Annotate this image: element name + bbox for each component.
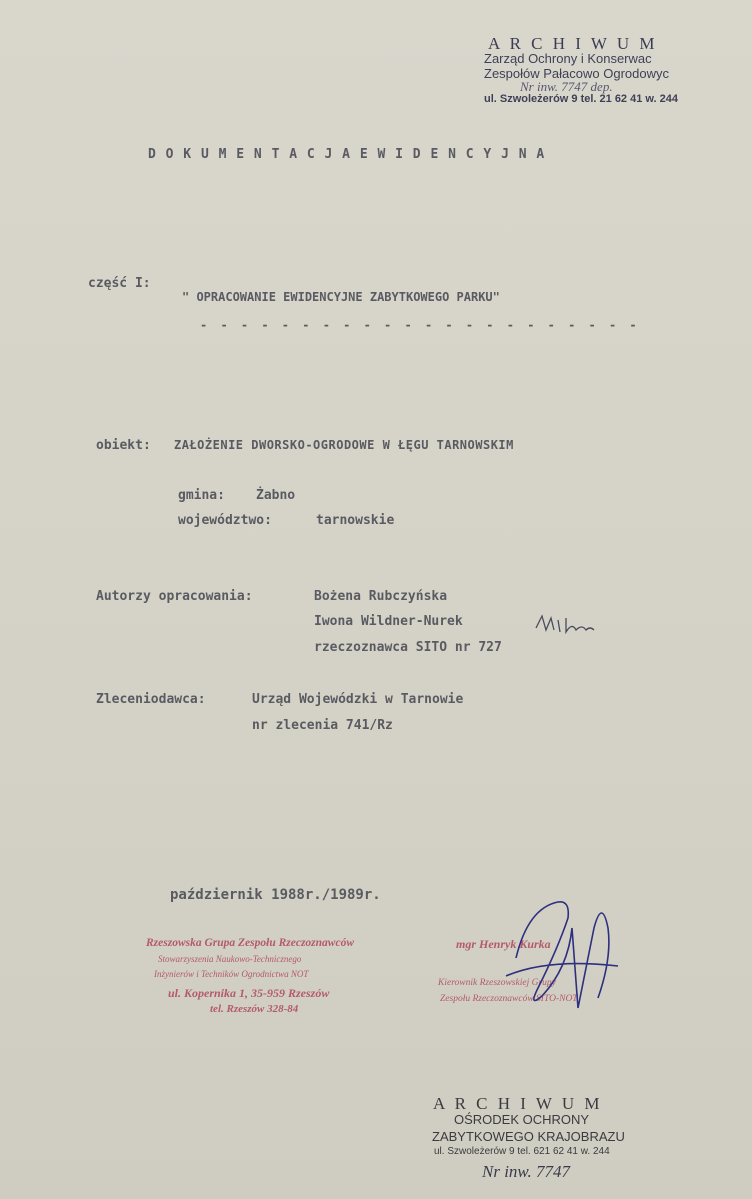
document-title: D O K U M E N T A C J A E W I D E N C Y J N A — [148, 147, 546, 162]
part-label: część I: — [88, 276, 151, 291]
authors-label: Autorzy opracowania: — [96, 589, 253, 604]
gmina-value: Żabno — [256, 488, 296, 503]
stamp-bottom-inventory: Nr inw. 7747 — [482, 1162, 571, 1181]
head-signature — [498, 888, 628, 1028]
red-stamp-phone: tel. Rzeszów 328-84 — [210, 1003, 299, 1015]
stamp-bottom-title: A R C H I W U M — [433, 1094, 603, 1113]
red-stamp-line1: Rzeszowska Grupa Zespołu Rzeczoznawców — [146, 937, 354, 949]
author-2-title: rzeczoznawca SITO nr 727 — [314, 640, 502, 655]
red-stamp-line2: Stowarzyszenia Naukowo-Technicznego — [158, 954, 302, 964]
client-value: Urząd Wojewódzki w Tarnowie — [252, 692, 464, 707]
red-stamp-address: ul. Kopernika 1, 35-959 Rzeszów — [168, 986, 330, 1000]
stamp-bottom-line1: OŚRODEK OCHRONY — [454, 1112, 590, 1127]
stamp-top-inventory: Nr inw. 7747 dep. — [520, 79, 613, 94]
document-date: październik 1988r./1989r. — [170, 887, 381, 903]
order-number: nr zlecenia 741/Rz — [252, 718, 393, 733]
stamp-top-title: A R C H I W U M — [488, 34, 658, 53]
stamp-bottom-address: ul. Szwoleżerów 9 tel. 621 62 41 w. 244 — [434, 1146, 610, 1157]
stamp-top-line1: Zarząd Ochrony i Konserwac — [484, 51, 652, 66]
object-value: ZAŁOŻENIE DWORSKO-OGRODOWE W ŁĘGU TARNOWSKIM — [174, 438, 514, 452]
red-stamp-line3: Inżynierów i Techników Ogrodnictwa NOT — [154, 969, 309, 979]
part-title: " OPRACOWANIE EWIDENCYJNE ZABYTKOWEGO PARKU" — [182, 290, 500, 304]
head-stamp-line1: Kierownik Rzeszowskiej Grupy — [438, 978, 556, 988]
head-stamp-line2: Zespołu Rzeczoznawców SITO-NOT — [440, 994, 578, 1004]
object-label: obiekt: — [96, 438, 151, 453]
author-1: Bożena Rubczyńska — [314, 589, 448, 604]
stamp-top-address: ul. Szwoleżerów 9 tel. 21 62 41 w. 244 — [484, 93, 679, 105]
gmina-label: gmina: — [178, 488, 225, 503]
author-2: Iwona Wildner-Nurek — [314, 614, 463, 629]
author-signature — [532, 612, 598, 638]
part-title-underline: - - - - - - - - - - - - - - - - - - - - - - — [200, 318, 640, 332]
client-label: Zleceniodawca: — [96, 692, 206, 707]
head-stamp-name: mgr Henryk Kurka — [456, 937, 551, 951]
wojewodztwo-label: województwo: — [178, 513, 272, 528]
wojewodztwo-value: tarnowskie — [316, 513, 395, 528]
stamp-top-line2: Zespołów Pałacowo Ogrodowyc — [484, 66, 669, 81]
stamp-bottom-line2: ZABYTKOWEGO KRAJOBRAZU — [432, 1129, 625, 1144]
